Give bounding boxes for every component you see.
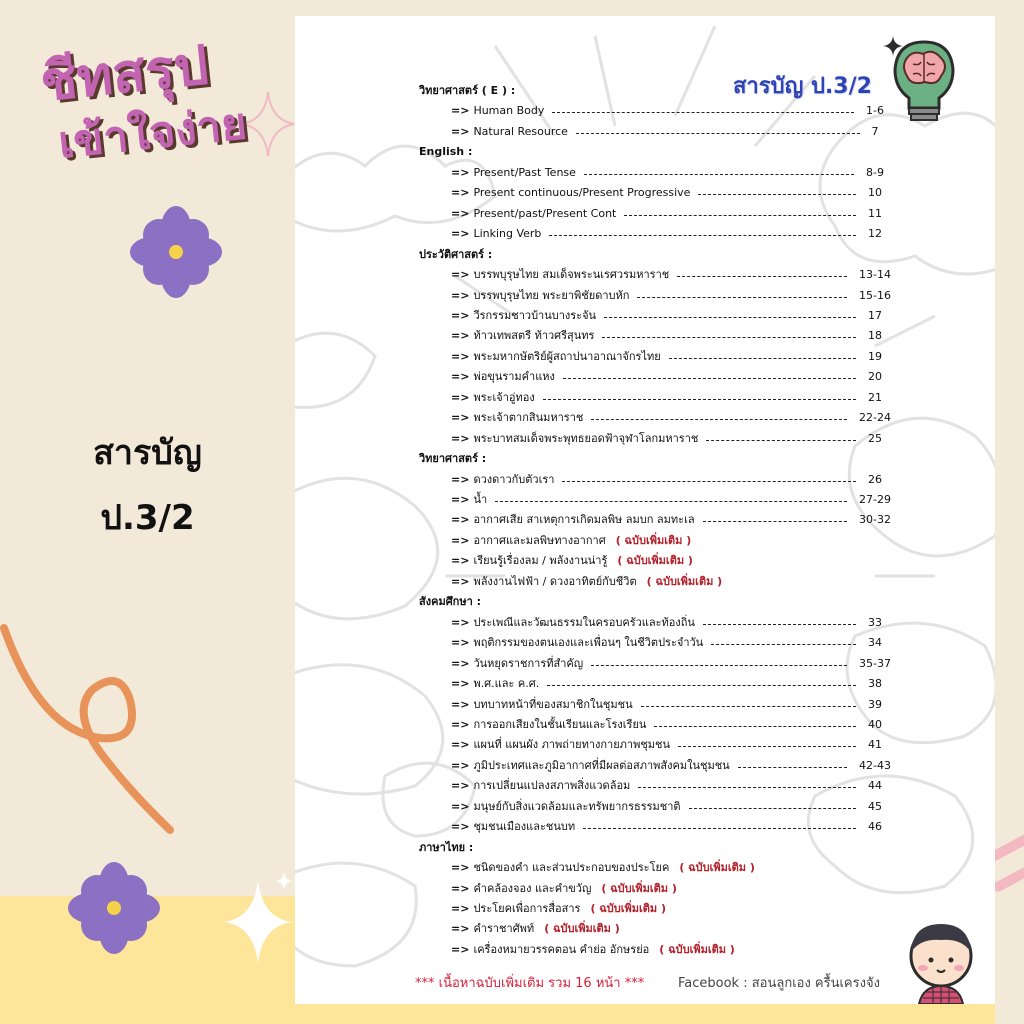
toc-entry-label: การออกเสียงในชั้นเรียนและโรงเรียน (473, 717, 647, 731)
leader-line (711, 644, 856, 645)
arrow-marker: => (451, 881, 470, 895)
sparkle-icon (883, 36, 903, 56)
toc-entry (451, 268, 669, 282)
leader-line (576, 133, 860, 134)
toc-entry (451, 636, 703, 650)
arrow-marker: => (451, 472, 470, 486)
supplement-tag: ( ฉบับเพิ่มเติม ) (659, 942, 735, 956)
toc-entry (451, 943, 735, 957)
toc-entry (451, 698, 633, 712)
arrow-marker: => (451, 227, 470, 241)
arrow-marker: => (451, 738, 470, 752)
toc-entry-label: พ.ศ.และ ค.ศ. (473, 677, 540, 691)
swirl-icon (4, 628, 170, 830)
toc-entry (451, 350, 661, 364)
leader-line (547, 685, 856, 686)
toc-entry (451, 104, 544, 118)
arrow-marker: => (451, 922, 470, 936)
toc-entry-label: บรรพบุรุษไทย สมเด็จพระนเรศวรมหาราช (473, 268, 670, 282)
leader-line (669, 358, 856, 359)
supplement-tag: ( ฉบับเพิ่มเติม ) (601, 881, 677, 895)
toc-entry (451, 861, 755, 875)
toc-entry-label: คำราชาศัพท์ (473, 922, 535, 936)
section-heading: ภาษาไทย : (419, 840, 474, 854)
toc-entry-label: วันหยุดราชการที่สำคัญ (473, 656, 584, 670)
toc-entry (451, 186, 690, 200)
arrow-marker: => (451, 308, 470, 322)
sheet-heading: สารบัญ ป.3/2 (733, 74, 872, 99)
sparkle-icon (242, 92, 294, 156)
leader-line (638, 787, 856, 788)
page-number: 30-32 (859, 513, 891, 527)
page-number: 11 (868, 206, 882, 220)
arrow-marker: => (451, 656, 470, 670)
page-number: 7 (871, 124, 879, 138)
toc-entry (451, 718, 646, 732)
side-title: สารบัญ (93, 433, 202, 473)
kid-avatar-icon (903, 918, 981, 1004)
leader-line (584, 174, 854, 175)
leader-line (591, 419, 847, 420)
toc-entry (451, 902, 666, 916)
page-number: 20 (868, 370, 882, 384)
toc-entry-label: พระมหากษัตริย์ผู้สถาปนาอาณาจักรไทย (473, 349, 661, 363)
leader-line (706, 440, 856, 441)
page-number: 42-43 (859, 758, 891, 772)
page-number: 33 (868, 615, 882, 629)
arrow-marker: => (451, 902, 470, 915)
arrow-marker: => (451, 758, 470, 772)
leader-line (654, 726, 856, 727)
arrow-marker: => (451, 411, 470, 425)
arrow-marker: => (451, 615, 470, 629)
leader-line (604, 317, 856, 318)
arrow-marker: => (451, 329, 470, 343)
arrow-marker: => (451, 554, 470, 568)
section-heading: English : (419, 145, 473, 159)
supplement-tag: ( ฉบับเพิ่มเติม ) (679, 861, 755, 875)
toc-entry-label: ท้าวเทพสตรี ท้าวศรีสุนทร (473, 329, 595, 343)
toc-entry (451, 554, 693, 568)
arrow-marker: => (451, 124, 470, 138)
toc-entry-label: พฤติกรรมของตนเองและเพื่อนๆ ในชีวิตประจำวัน (473, 636, 704, 650)
toc-entry (451, 759, 730, 773)
footer-facebook: Facebook : สอนลูกเอง ครื้นเครงจัง (678, 976, 880, 991)
toc-entry-label: พลังงานไฟฟ้า / ดวงอาทิตย์กับชีวิต (473, 574, 637, 588)
page-number: 8-9 (866, 165, 884, 179)
leader-line (637, 297, 847, 298)
toc-entry (451, 820, 575, 834)
toc-entry-label: Human Body (473, 104, 545, 118)
page-number: 40 (868, 717, 882, 731)
toc-entry (451, 411, 583, 425)
leader-line (495, 501, 847, 502)
leader-line (563, 378, 856, 379)
toc-entry (451, 513, 695, 527)
page-number: 17 (868, 308, 882, 322)
toc-entry-label: อากาศเสีย สาเหตุการเกิดมลพิษ ลมบก ลมทะเล (473, 513, 695, 527)
sparkle-icon (224, 872, 292, 964)
arrow-marker: => (451, 165, 470, 179)
arrow-marker: => (451, 370, 470, 384)
page-number: 10 (868, 186, 882, 200)
arrow-marker: => (451, 779, 470, 793)
leader-line (552, 112, 854, 113)
page-number: 44 (868, 779, 882, 793)
toc-sheet (295, 16, 995, 1004)
toc-entry (451, 289, 629, 303)
page-number: 34 (868, 636, 882, 650)
section-heading: ประวัติศาสตร์ : (419, 247, 493, 261)
toc-entry-label: วีรกรรมชาวบ้านบางระจัน (473, 308, 597, 322)
page-number: 39 (868, 697, 882, 711)
leader-line (624, 215, 856, 216)
toc-entry-label: ดวงดาวกับตัวเรา (473, 472, 555, 486)
toc-entry (451, 329, 594, 343)
toc-entry-label: เครื่องหมายวรรคตอน คำย่อ อักษรย่อ (473, 942, 650, 956)
arrow-marker: => (451, 206, 470, 220)
toc-entry-label: Linking Verb (473, 227, 542, 241)
toc-entry-label: Natural Resource (473, 124, 568, 138)
toc-entry-label: Present/Past Tense (473, 165, 576, 179)
toc-entry (451, 227, 541, 241)
toc-entry (451, 125, 568, 139)
toc-entry-label: ประโยคเพื่อการสื่อสาร (473, 902, 581, 915)
toc-entry-label: พระเจ้าตากสินมหาราช (473, 411, 584, 425)
arrow-marker: => (451, 390, 470, 404)
arrow-marker: => (451, 574, 470, 588)
arrow-marker: => (451, 431, 470, 445)
leader-line (562, 481, 856, 482)
toc-entry (451, 616, 695, 630)
toc-entry (451, 779, 630, 793)
toc-entry-label: Present continuous/Present Progressive (473, 186, 691, 200)
arrow-marker: => (451, 268, 470, 282)
toc-entry-label: Present/past/Present Cont (473, 206, 617, 220)
toc-entry-label: แผนที่ แผนผัง ภาพถ่ายทางกายภาพชุมชน (473, 738, 671, 752)
toc-entry-label: คำคล้องจอง และคำขวัญ (473, 881, 592, 895)
arrow-marker: => (451, 861, 470, 875)
toc-entry (451, 677, 539, 691)
leader-line (703, 521, 847, 522)
supplement-tag: ( ฉบับเพิ่มเติม ) (617, 554, 693, 568)
arrow-marker: => (451, 717, 470, 731)
leader-line (591, 665, 847, 666)
page-number: 45 (868, 799, 882, 813)
page-number: 12 (868, 227, 882, 241)
page-number: 15-16 (859, 288, 891, 302)
brand-title-line1: ชีทสรุป (37, 33, 212, 114)
arrow-marker: => (451, 677, 470, 691)
arrow-marker: => (451, 636, 470, 650)
toc-entry (451, 166, 576, 180)
page-number: 41 (868, 738, 882, 752)
page-number: 22-24 (859, 411, 891, 425)
arrow-marker: => (451, 288, 470, 302)
toc-entry-label: พระเจ้าอู่ทอง (473, 390, 535, 404)
toc-entry (451, 391, 535, 405)
arrow-marker: => (451, 697, 470, 711)
toc-entry (451, 882, 677, 896)
toc-entry (451, 922, 620, 936)
toc-entry-label: ภูมิประเทศและภูมิอากาศที่มีผลต่อสภาพสังคมในชุมชน (473, 758, 730, 772)
leader-line (543, 399, 856, 400)
toc-entry-label: ประเพณีและวัฒนธรรมในครอบครัวและท้องถิ่น (473, 615, 695, 629)
toc-entry (451, 207, 616, 221)
arrow-marker: => (451, 186, 470, 200)
toc-entry-label: ชุมชนเมืองและชนบท (473, 820, 576, 834)
toc-entry (451, 657, 583, 671)
arrow-marker: => (451, 820, 470, 834)
toc-entry (451, 800, 681, 814)
page-number: 27-29 (859, 493, 891, 506)
page-number: 26 (868, 472, 882, 486)
page-number: 46 (868, 820, 882, 834)
page-number: 18 (868, 329, 882, 343)
toc-entry (451, 473, 554, 487)
page-number: 35-37 (859, 656, 891, 670)
side-subtitle: ป.3/2 (100, 498, 195, 538)
leader-line (689, 808, 856, 809)
toc-entry-label: บรรพบุรุษไทย พระยาพิชัยดาบหัก (473, 288, 630, 302)
leader-line (602, 337, 856, 338)
supplement-tag: ( ฉบับเพิ่มเติม ) (646, 574, 723, 588)
page-number: 21 (868, 390, 882, 404)
toc-entry (451, 738, 670, 752)
leader-line (641, 706, 856, 707)
toc-entry-label: อากาศและมลพิษทางอากาศ (473, 533, 606, 547)
arrow-marker: => (451, 513, 470, 527)
leader-line (703, 624, 856, 625)
leader-line (698, 194, 856, 195)
toc-entry (451, 493, 487, 507)
arrow-marker: => (451, 104, 470, 118)
supplement-tag: ( ฉบับเพิ่มเติม ) (615, 533, 692, 547)
toc-entry-label: มนุษย์กับสิ่งแวดล้อมและทรัพยากรธรรมชาติ (473, 799, 681, 813)
toc-entry (451, 432, 698, 446)
supplement-tag: ( ฉบับเพิ่มเติม ) (590, 902, 667, 915)
page-number: 38 (868, 677, 882, 691)
leader-line (583, 828, 856, 829)
toc-entry-label: พระบาทสมเด็จพระพุทธยอดฟ้าจุฬาโลกมหาราช (473, 431, 699, 445)
arrow-marker: => (451, 533, 470, 547)
toc-entry-label: ชนิดของคำ และส่วนประกอบของประโยค (473, 861, 670, 875)
page-number: 13-14 (859, 268, 891, 282)
leader-line (738, 767, 847, 768)
flower-icon (68, 862, 160, 954)
leader-line (549, 235, 856, 236)
toc-entry (451, 575, 722, 589)
arrow-marker: => (451, 349, 470, 363)
toc-entry-label: น้ำ (473, 493, 488, 506)
page-number: 1-6 (866, 104, 884, 118)
toc-entry-label: บทบาทหน้าที่ของสมาชิกในชุมชน (473, 697, 633, 711)
toc-entry-label: พ่อขุนรามคำแหง (473, 370, 555, 384)
cloud-background (295, 16, 995, 1004)
arrow-marker: => (451, 799, 470, 813)
arrow-marker: => (451, 493, 470, 506)
section-heading: สังคมศึกษา : (419, 595, 481, 609)
section-heading: วิทยาศาสตร์ ( E ) : (419, 84, 516, 97)
section-heading: วิทยาศาสตร์ : (419, 452, 487, 466)
toc-entry (451, 309, 596, 323)
toc-entry (451, 534, 691, 548)
toc-entry-label: เรียนรู้เรื่องลม / พลังงานน่ารู้ (473, 554, 608, 568)
supplement-tag: ( ฉบับเพิ่มเติม ) (544, 922, 620, 936)
page-number: 25 (868, 431, 882, 445)
footer-note: *** เนื้อหาฉบับเพิ่มเติม รวม 16 หน้า *** (415, 976, 645, 991)
toc-entry (451, 370, 555, 384)
brand-title-line2: เข้าใจง่าย (55, 98, 250, 169)
arrow-marker: => (451, 942, 470, 956)
leader-line (678, 746, 856, 747)
page-number: 19 (868, 349, 882, 363)
toc-entry-label: การเปลี่ยนแปลงสภาพสิ่งแวดล้อม (473, 779, 631, 793)
leader-line (677, 276, 847, 277)
flower-icon (130, 206, 222, 298)
